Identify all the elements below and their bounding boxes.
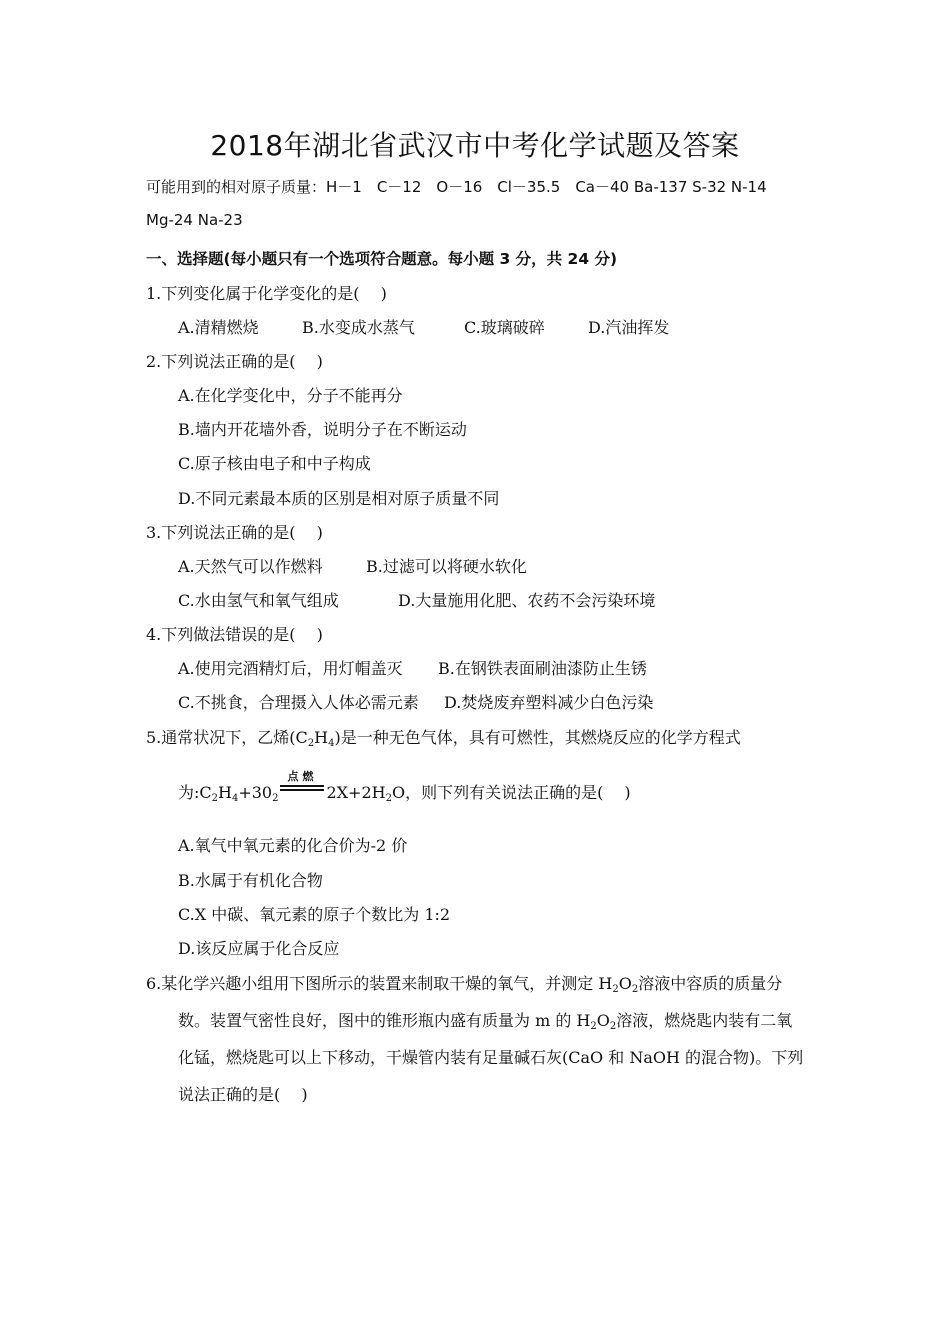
question-2-option-c: C.原子核由电子和中子构成 (178, 454, 371, 473)
question-3-option-d: D.大量施用化肥、农药不会污染环境 (398, 591, 656, 610)
atomic-masses-line-1: 可能用到的相对原子质量：H－1 C－12 O－16 Cl－35.5 Ca－40 Ba-137 S-32 N-14 (146, 178, 767, 196)
question-1-option-d: D.汽油挥发 (588, 318, 670, 337)
q5-stem-sub-2: 4 (328, 738, 335, 749)
question-3-option-a: A.天然气可以作燃料 (178, 557, 323, 576)
question-4-stem: 4.下列做法错误的是( ) (146, 625, 323, 644)
q5-stem-text-1: 5.通常状况下，乙烯(C (146, 728, 308, 747)
question-3-stem: 3.下列说法正确的是( ) (146, 523, 323, 542)
question-5-option-c: C.X 中碳、氧元素的原子个数比为 1:2 (178, 905, 451, 924)
question-6-line-3: 化锰，燃烧匙可以上下移动，干燥管内装有足量碱石灰(CaO 和 NaOH 的混合物)。下列 (178, 1048, 804, 1067)
question-1-option-b: B.水变成水蒸气 (302, 318, 415, 337)
question-3-options-row-2 (178, 588, 655, 611)
question-1-option-c: C.玻璃破碎 (464, 318, 545, 337)
reaction-condition-label: 点燃 (287, 770, 318, 783)
q5-eq-sub-4: 2 (385, 793, 392, 804)
q6-text-6: 溶液，燃烧匙内装有二氧 (616, 1011, 793, 1030)
question-4-option-c: C.不挑食，合理摄入人体必需元素 (178, 693, 419, 712)
reaction-condition-arrow (280, 770, 324, 802)
q5-eq-text-3: +30 (238, 783, 273, 802)
question-5-stem (146, 725, 741, 748)
question-1-options (178, 315, 669, 338)
atomic-masses-line-2: Mg-24 Na-23 (146, 211, 243, 229)
question-1-stem: 1.下列变化属于化学变化的是( ) (146, 284, 387, 303)
question-2-stem: 2.下列说法正确的是( ) (146, 352, 323, 371)
equals-bar-bottom (280, 789, 324, 791)
q6-sub-2: 2 (631, 984, 639, 995)
question-2-option-b: B.墙内开花墙外香，说明分子在不断运动 (178, 420, 467, 439)
question-4-option-d: D.焚烧废弃塑料减少白色污染 (444, 693, 654, 712)
question-4-options-row-1 (178, 656, 647, 679)
q5-stem-text-2: H (314, 728, 329, 747)
q5-eq-text-1: 为:C (178, 783, 212, 802)
question-5-option-d: D.该反应属于化合反应 (178, 939, 340, 958)
question-4-options-row-2 (178, 690, 653, 713)
q6-text-1: 6.某化学兴趣小组用下图所示的装置来制取干燥的氧气，并测定 H (146, 974, 613, 993)
q5-eq-sub-1: 2 (211, 793, 219, 804)
q5-stem-text-3: )是一种无色气体，具有可燃性，其燃烧反应的化学方程式 (334, 728, 741, 747)
question-5-option-b: B.水属于有机化合物 (178, 871, 323, 890)
question-2-option-d: D.不同元素最本质的区别是相对原子质量不同 (178, 489, 500, 508)
q6-text-2: O (618, 974, 632, 993)
page-title: 2018年湖北省武汉市中考化学试题及答案 (210, 129, 740, 162)
question-2-option-a: A.在化学变化中，分子不能再分 (178, 386, 403, 405)
question-3-option-b: B.过滤可以将硬水软化 (366, 557, 527, 576)
q6-text-4: 数。装置气密性良好，图中的锥形瓶内盛有质量为 m 的 H (178, 1011, 591, 1030)
question-4-option-a: A.使用完酒精灯后，用灯帽盖灭 (178, 659, 403, 678)
q6-sub-3: 2 (590, 1021, 597, 1032)
q6-sub-4: 2 (609, 1021, 617, 1032)
q5-eq-text-4: 2X+2H (326, 783, 386, 802)
q5-eq-sub-3: 2 (272, 793, 279, 804)
q5-stem-sub-1: 2 (307, 738, 315, 749)
q6-text-5: O (596, 1011, 610, 1030)
question-5-option-a: A.氧气中氧元素的化合价为-2 价 (178, 836, 408, 855)
q5-eq-text-5: O，则下列有关说法正确的是( ) (391, 783, 631, 802)
q6-sub-1: 2 (612, 984, 619, 995)
q5-eq-text-2: H (218, 783, 232, 802)
question-6-line-2 (178, 1008, 792, 1031)
question-4-option-b: B.在钢铁表面刷油漆防止生锈 (438, 659, 647, 678)
question-3-option-c: C.水由氢气和氧气组成 (178, 591, 339, 610)
question-5-equation (178, 770, 631, 804)
question-1-option-a: A.清精燃烧 (178, 318, 259, 337)
question-6-line-1 (146, 971, 782, 994)
q6-text-3: 溶液中容质的质量分 (638, 974, 783, 993)
equals-bar-top (280, 785, 324, 787)
question-3-options-row-1 (178, 554, 527, 577)
q5-eq-sub-2: 4 (231, 793, 239, 804)
section-heading: 一、选择题(每小题只有一个选项符合题意。每小题 3 分，共 24 分) (146, 250, 618, 268)
question-6-line-4: 说法正确的是( ) (178, 1085, 308, 1104)
